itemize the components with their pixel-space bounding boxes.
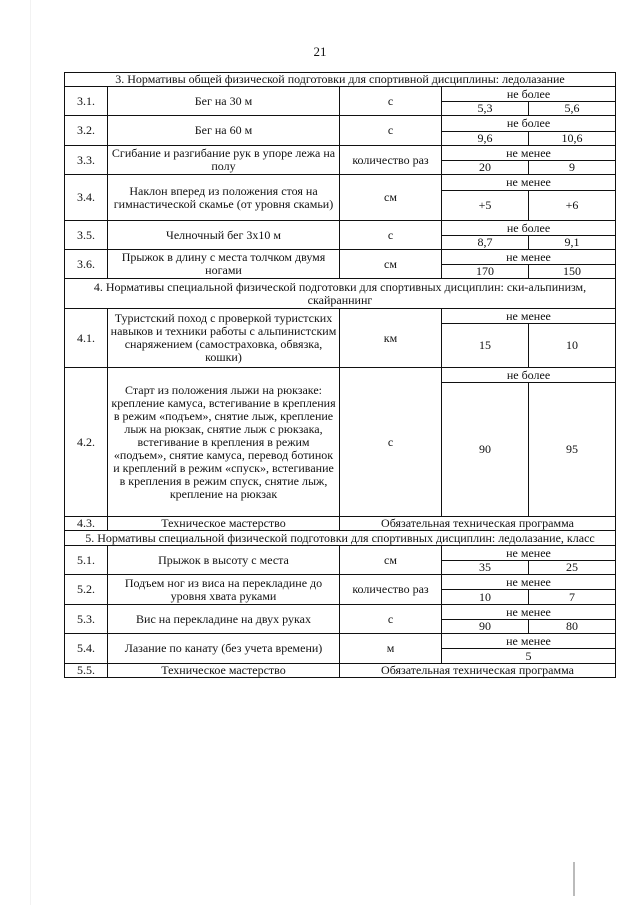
table-row	[65, 309, 616, 324]
table-row	[65, 87, 616, 102]
value-cell: 95	[529, 383, 616, 517]
value-cell: 90	[442, 383, 529, 517]
value-cell: 90	[442, 620, 529, 634]
row-description: Лазание по канату (без учета времени)	[108, 634, 340, 664]
section-row	[65, 279, 616, 309]
row-unit: с	[340, 368, 442, 517]
value-cell: 170	[442, 265, 529, 279]
row-number: 3.1.	[65, 87, 108, 116]
page-fold	[30, 0, 31, 905]
row-number: 5.1.	[65, 546, 108, 575]
table-row	[65, 664, 616, 678]
row-condition: не более	[442, 87, 616, 102]
row-unit: м	[340, 634, 442, 664]
section-row	[65, 73, 616, 87]
table-row	[65, 116, 616, 132]
value-cell: 150	[529, 265, 616, 279]
row-condition: не более	[442, 221, 616, 236]
row-description: Старт из положения лыжи на рюкзаке: крепление камуса, встегивание в крепления в режим «подъем», снятие лыж, крепление лыж на рюкзак, снятие лыж с рюкзака, встегивание в крепления в режим «подъем», снятие камуса, перевод ботинок и креплений в режим «спуск», встегивание в крепления в режим спуск, снятие лыж, крепление на рюкзак	[108, 368, 340, 517]
section-title: 5. Нормативы специальной физической подготовки для спортивных дисциплин: ледолазание, класс	[65, 531, 616, 546]
table-row	[65, 605, 616, 620]
row-condition: не более	[442, 368, 616, 383]
value-cell: 35	[442, 561, 529, 575]
row-condition: не менее	[442, 309, 616, 324]
value-cell: 7	[529, 590, 616, 605]
value-cell: 10	[529, 324, 616, 368]
row-condition: не менее	[442, 634, 616, 649]
row-condition: не менее	[442, 546, 616, 561]
table-row	[65, 175, 616, 191]
page-number: 21	[313, 44, 327, 59]
row-unit: с	[340, 87, 442, 116]
row-number: 5.2.	[65, 575, 108, 605]
row-description: Вис на перекладине на двух руках	[108, 605, 340, 634]
row-description: Туристский поход с проверкой туристских навыков и техники работы с альпинистским снаряжением (самостраховка, обвязка, кошки)	[108, 309, 340, 368]
value-cell: 5	[442, 649, 616, 664]
row-description: Подъем ног из виса на перекладине до уровня хвата руками	[108, 575, 340, 605]
value-cell: 9	[529, 161, 616, 175]
row-unit: см	[340, 546, 442, 575]
value-cell: 9,1	[529, 236, 616, 250]
row-description: Техническое мастерство	[108, 664, 340, 678]
row-number: 5.5.	[65, 664, 108, 678]
row-unit: количество раз	[340, 146, 442, 175]
table-row	[65, 575, 616, 590]
row-number: 3.5.	[65, 221, 108, 250]
row-number: 5.4.	[65, 634, 108, 664]
row-description: Наклон вперед из положения стоя на гимнастической скамье (от уровня скамьи)	[108, 175, 340, 221]
value-cell: 20	[442, 161, 529, 175]
row-description: Челночный бег 3х10 м	[108, 221, 340, 250]
value-cell: 25	[529, 561, 616, 575]
table-row	[65, 517, 616, 531]
row-number: 3.6.	[65, 250, 108, 279]
row-number: 4.1.	[65, 309, 108, 368]
row-unit: км	[340, 309, 442, 368]
scan-mark	[573, 862, 575, 896]
standards-table	[64, 72, 616, 678]
table-row	[65, 250, 616, 265]
row-description: Бег на 30 м	[108, 87, 340, 116]
row-condition: не менее	[442, 605, 616, 620]
row-description: Прыжок в высоту с места	[108, 546, 340, 575]
section-title: 4. Нормативы специальной физической подготовки для спортивных дисциплин: ски-альпинизм, скайраннинг	[65, 279, 616, 309]
value-cell: 5,3	[442, 102, 529, 116]
table-row	[65, 368, 616, 383]
row-condition: не менее	[442, 146, 616, 161]
program-cell: Обязательная техническая программа	[340, 664, 616, 678]
row-number: 3.4.	[65, 175, 108, 221]
table-row	[65, 221, 616, 236]
row-number: 4.2.	[65, 368, 108, 517]
row-condition: не менее	[442, 575, 616, 590]
row-description: Техническое мастерство	[108, 517, 340, 531]
value-cell: +6	[529, 191, 616, 221]
row-unit: см	[340, 175, 442, 221]
row-unit: количество раз	[340, 575, 442, 605]
row-unit: с	[340, 221, 442, 250]
section-row	[65, 531, 616, 546]
program-cell: Обязательная техническая программа	[340, 517, 616, 531]
row-condition: не менее	[442, 175, 616, 191]
value-cell: 9,6	[442, 132, 529, 146]
row-condition: не менее	[442, 250, 616, 265]
row-unit: с	[340, 116, 442, 146]
row-description: Сгибание и разгибание рук в упоре лежа на полу	[108, 146, 340, 175]
section-title: 3. Нормативы общей физической подготовки для спортивной дисциплины: ледолазание	[65, 73, 616, 87]
value-cell: 10	[442, 590, 529, 605]
row-number: 5.3.	[65, 605, 108, 634]
row-description: Прыжок в длину с места толчком двумя ногами	[108, 250, 340, 279]
value-cell: 15	[442, 324, 529, 368]
value-cell: 5,6	[529, 102, 616, 116]
value-cell: 8,7	[442, 236, 529, 250]
table-row	[65, 146, 616, 161]
row-number: 3.3.	[65, 146, 108, 175]
row-unit: см	[340, 250, 442, 279]
value-cell: +5	[442, 191, 529, 221]
table-row	[65, 634, 616, 649]
value-cell: 80	[529, 620, 616, 634]
value-cell: 10,6	[529, 132, 616, 146]
row-number: 4.3.	[65, 517, 108, 531]
table-row	[65, 546, 616, 561]
row-number: 3.2.	[65, 116, 108, 146]
row-description: Бег на 60 м	[108, 116, 340, 146]
row-unit: с	[340, 605, 442, 634]
row-condition: не более	[442, 116, 616, 132]
